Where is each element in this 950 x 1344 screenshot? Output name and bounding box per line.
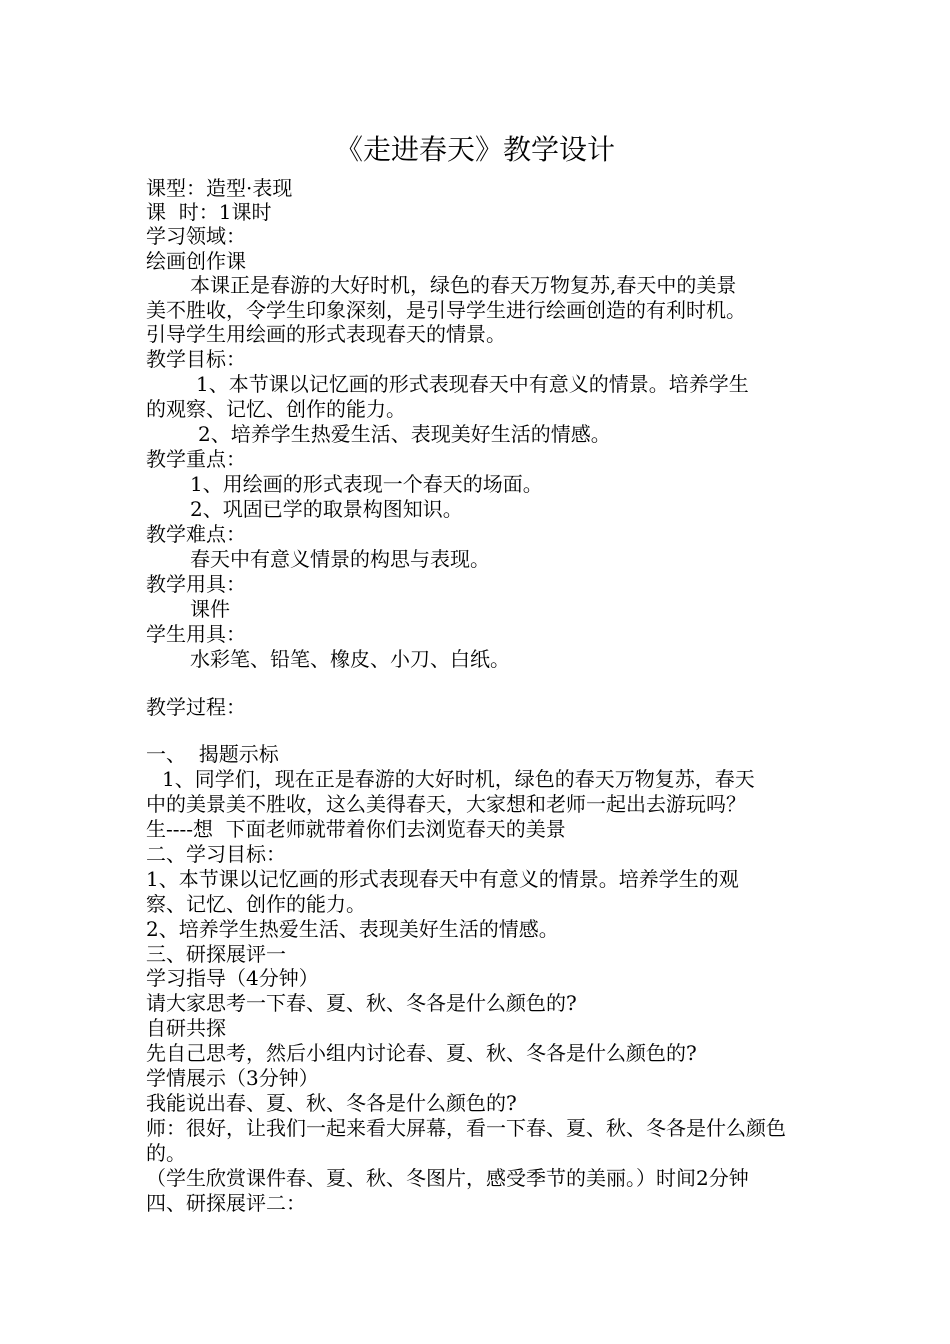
- objective-item: 1、本节课以记忆画的形式表现春天中有意义的情景。培养学生: [196, 372, 749, 396]
- difficulties-heading: 教学难点：: [146, 522, 246, 546]
- objectives-heading: 教学目标：: [146, 347, 246, 371]
- document-title: 《走进春天》教学设计: [334, 133, 615, 166]
- key-point-item: 2、巩固已学的取景构图知识。: [190, 497, 463, 521]
- goal-item: 2、培养学生热爱生活、表现美好生活的情感。: [146, 917, 559, 941]
- process-paragraph-line: 1、同学们，现在正是春游的大好时机，绿色的春天万物复苏，春天: [162, 767, 755, 791]
- teaching-tools-heading: 教学用具：: [146, 572, 246, 596]
- course-type: 课型：造型·表现: [146, 176, 293, 200]
- process-paragraph-line: 生----想 下面老师就带着你们去浏览春天的美景: [146, 817, 566, 841]
- key-points-heading: 教学重点：: [146, 447, 246, 471]
- intro-paragraph-line: 引导学生用绘画的形式表现春天的情景。: [146, 322, 506, 346]
- student-tools-value: 水彩笔、铅笔、橡皮、小刀、白纸。: [190, 647, 510, 671]
- goal-item-continued: 察、记忆、创作的能力。: [146, 892, 366, 916]
- process-paragraph-line: （学生欣赏课件春、夏、秋、冬图片，感受季节的美丽。）时间2分钟: [146, 1166, 749, 1190]
- subsection-heading: 自研共探: [146, 1016, 226, 1040]
- objective-item: 2、培养学生热爱生活、表现美好生活的情感。: [198, 422, 611, 446]
- process-paragraph-line: 请大家思考一下春、夏、秋、冬各是什么颜色的?: [146, 991, 577, 1015]
- process-paragraph-line: 中的美景美不胜收，这么美得春天，大家想和老师一起出去游玩吗？: [146, 792, 746, 816]
- subsection-heading: 学习指导（4分钟）: [146, 966, 319, 990]
- student-tools-heading: 学生用具：: [146, 622, 246, 646]
- difficulty-item: 春天中有意义情景的构思与表现。: [190, 547, 490, 571]
- learning-domain-heading: 学习领域：: [146, 224, 246, 248]
- teaching-tools-value: 课件: [190, 597, 230, 621]
- intro-paragraph-line: 美不胜收，令学生印象深刻，是引导学生进行绘画创造的有利时机。: [146, 298, 746, 322]
- process-heading: 教学过程：: [146, 695, 246, 719]
- process-paragraph-line: 我能说出春、夏、秋、冬各是什么颜色的?: [146, 1091, 517, 1115]
- intro-paragraph-line: 本课正是春游的大好时机，绿色的春天万物复苏,春天中的美景: [190, 273, 737, 297]
- objective-item-continued: 的观察、记忆、创作的能力。: [146, 397, 406, 421]
- process-paragraph-line: 师：很好，让我们一起来看大屏幕，看一下春、夏、秋、冬各是什么颜色: [146, 1116, 786, 1140]
- class-hours: 课 时：1课时: [146, 200, 272, 224]
- section-heading: 二、学习目标：: [146, 842, 286, 866]
- subsection-heading: 学情展示（3分钟）: [146, 1066, 319, 1090]
- section-heading: 四、研探展评二：: [146, 1191, 306, 1215]
- process-paragraph-line: 先自己思考，然后小组内讨论春、夏、秋、冬各是什么颜色的?: [146, 1041, 697, 1065]
- key-point-item: 1、用绘画的形式表现一个春天的场面。: [190, 472, 543, 496]
- goal-item: 1、本节课以记忆画的形式表现春天中有意义的情景。培养学生的观: [146, 867, 739, 891]
- section-heading: 三、研探展评一: [146, 942, 286, 966]
- learning-domain-value: 绘画创作课: [146, 249, 246, 273]
- section-heading: 一、 揭题示标: [146, 742, 279, 766]
- process-paragraph-line: 的。: [146, 1141, 186, 1165]
